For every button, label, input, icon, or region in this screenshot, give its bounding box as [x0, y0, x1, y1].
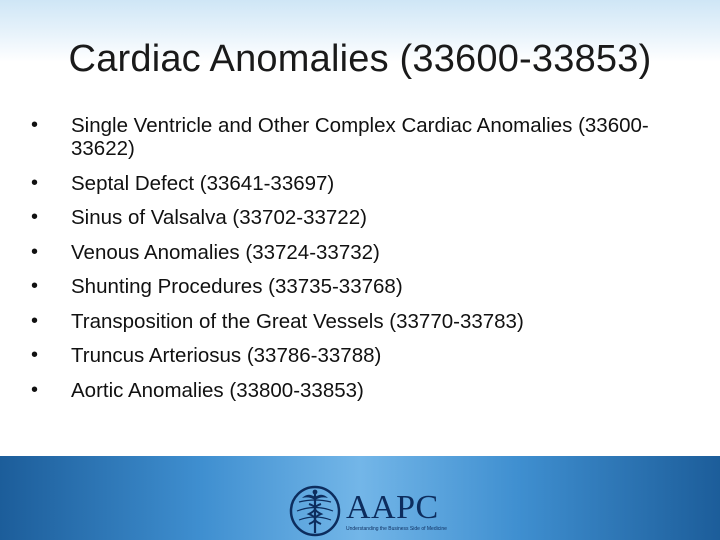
bullet-item: [31, 310, 691, 333]
bullet-dot: •: [31, 206, 39, 228]
bullet-dot: •: [31, 344, 39, 366]
bullet-dot: •: [31, 378, 39, 401]
slide-title: Cardiac Anomalies (33600-33853): [68, 38, 652, 80]
bullet-item: [31, 275, 691, 298]
bullet-item: [31, 172, 691, 195]
bullet-item: [31, 206, 691, 229]
bullet-item: [31, 114, 691, 160]
bullet-text: Venous Anomalies (33724-33732): [71, 240, 380, 264]
logo-tagline: Understanding the Business Side of Medicine: [346, 525, 447, 532]
bullet-item: [31, 379, 691, 402]
bullet-dot: •: [31, 171, 39, 194]
bullet-dot: •: [31, 309, 39, 332]
bullet-text: Transposition of the Great Vessels (33770-33783): [71, 309, 524, 333]
bullet-text: Aortic Anomalies (33800-33853): [71, 378, 364, 402]
bullet-text: Shunting Procedures (33735-33768): [71, 275, 403, 298]
logo-wordmark: AAPC: [346, 488, 439, 526]
bullet-text: Single Ventricle and Other Complex Cardiac Anomalies (33600-33622): [71, 114, 649, 160]
bullet-dot: •: [31, 275, 39, 297]
bullet-text: Septal Defect (33641-33697): [71, 171, 335, 195]
bullet-text: Truncus Arteriosus (33786-33788): [71, 344, 382, 367]
bullet-list: [31, 114, 691, 413]
logo-text-block: [346, 488, 447, 532]
aapc-logo: [288, 485, 458, 537]
bullet-dot: •: [31, 114, 39, 136]
bullet-item: [31, 241, 691, 264]
bullet-item: [31, 344, 691, 367]
bullet-text: Sinus of Valsalva (33702-33722): [71, 206, 367, 229]
caduceus-globe-icon: [288, 484, 342, 538]
bullet-dot: •: [31, 240, 39, 263]
